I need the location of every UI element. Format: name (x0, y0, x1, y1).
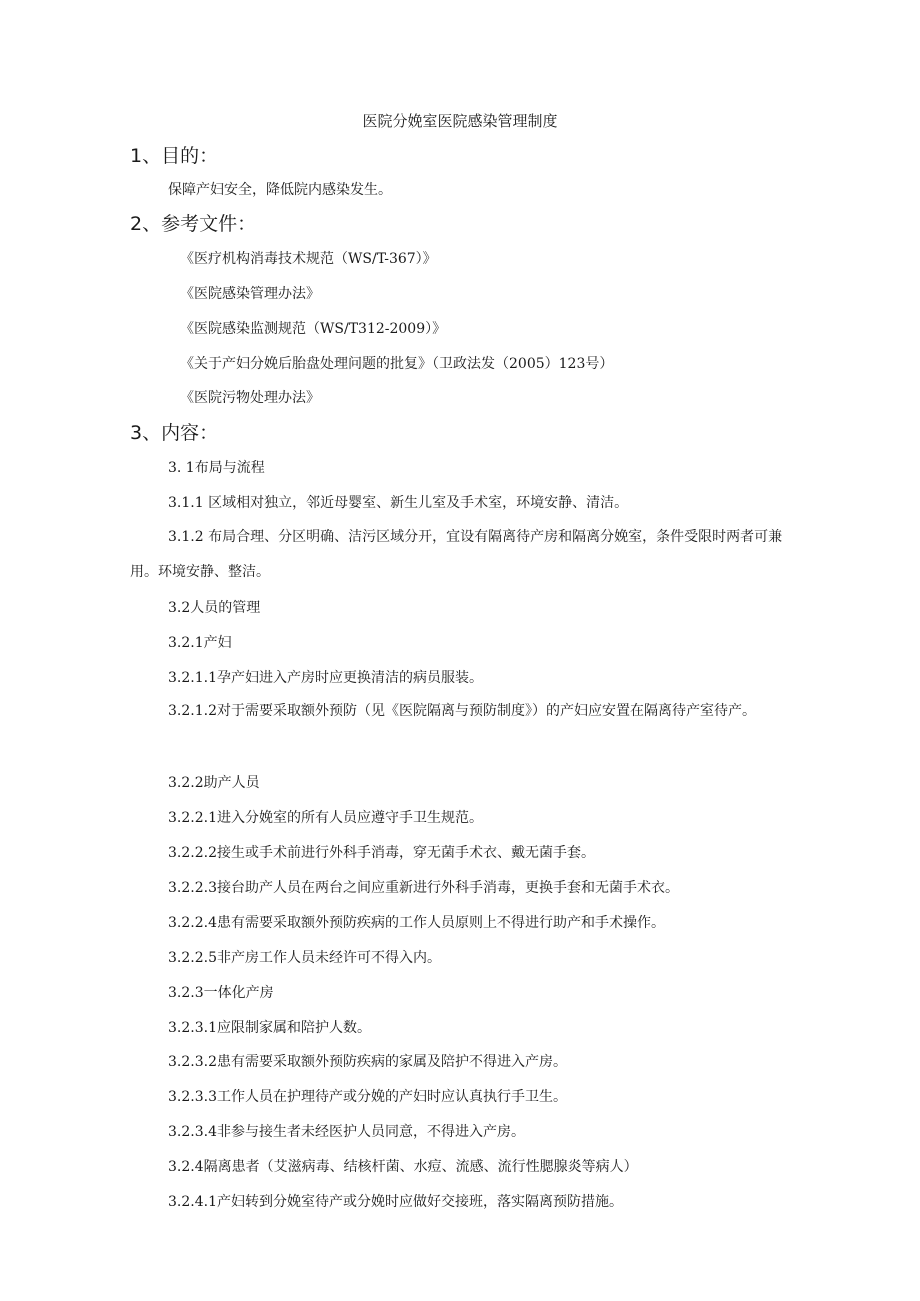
section-line: 3.1.1 区域相对独立，邻近母婴室、新生儿室及手术室，环境安静、清洁。 (168, 495, 629, 511)
section-line: 3.2.4.1产妇转到分娩室待产或分娩时应做好交接班，落实隔离预防措施。 (168, 1194, 623, 1210)
section-line: 3.2.1产妇 (168, 635, 232, 651)
heading-purpose: 1、目的： (130, 145, 219, 167)
section-line: 3.2人员的管理 (168, 600, 261, 616)
reference-item: 《医院感染监测规范（WS/T312-2009）》 (180, 321, 447, 337)
reference-item: 《医院污物处理办法》 (180, 390, 320, 406)
section-line: 3.2.3一体化产房 (168, 985, 274, 1001)
purpose-text: 保障产妇安全，降低院内感染发生。 (168, 182, 392, 198)
section-line: 3.2.2.1进入分娩室的所有人员应遵守手卫生规范。 (168, 810, 483, 826)
section-line: 3.2.3.2患有需要采取额外预防疾病的家属及陪护不得进入产房。 (168, 1054, 567, 1070)
section-line: 3.2.3.4非参与接生者未经医护人员同意，不得进入产房。 (168, 1124, 525, 1140)
section-line: 3.2.3.1应限制家属和陪护人数。 (168, 1020, 371, 1036)
section-line: 3.2.2.2接生或手术前进行外科手消毒，穿无菌手术衣、戴无菌手套。 (168, 845, 595, 861)
reference-item: 《关于产妇分娩后胎盘处理问题的批复》（卫政法发（2005）123号） (180, 356, 614, 372)
section-paragraph: 3.2.1.2对于需要采取额外预防（见《医院隔离与预防制度》）的产妇应安置在隔离待产室待产。 (168, 703, 756, 719)
section-line: 3. 1布局与流程 (168, 460, 265, 476)
heading-references: 2、参考文件： (130, 213, 257, 235)
reference-item: 《医院感染管理办法》 (180, 286, 320, 302)
heading-content: 3、内容： (130, 422, 219, 444)
section-line: 3.2.2.5非产房工作人员未经许可不得入内。 (168, 950, 441, 966)
section-paragraph: 3.1.2 布局合理、分区明确、洁污区域分开，宜设有隔离待产房和隔离分娩室，条件受限时两者可兼用。环境安静、整洁。 (130, 529, 783, 580)
section-line: 3.2.2.3接台助产人员在两台之间应重新进行外科手消毒，更换手套和无菌手术衣。 (168, 880, 679, 896)
section-line: 3.2.2.4患有需要采取额外预防疾病的工作人员原则上不得进行助产和手术操作。 (168, 915, 665, 931)
section-line: 3.2.4隔离患者（艾滋病毒、结核杆菌、水痘、流感、流行性腮腺炎等病人） (168, 1159, 638, 1175)
section-line: 3.2.3.3工作人员在护理待产或分娩的产妇时应认真执行手卫生。 (168, 1089, 567, 1105)
document-title: 医院分娩室医院感染管理制度 (362, 112, 558, 130)
section-line: 3.2.1.1孕产妇进入产房时应更换清洁的病员服装。 (168, 670, 483, 686)
reference-item: 《医疗机构消毒技术规范（WS/T-367）》 (180, 251, 437, 267)
section-line: 3.2.2助产人员 (168, 775, 260, 791)
